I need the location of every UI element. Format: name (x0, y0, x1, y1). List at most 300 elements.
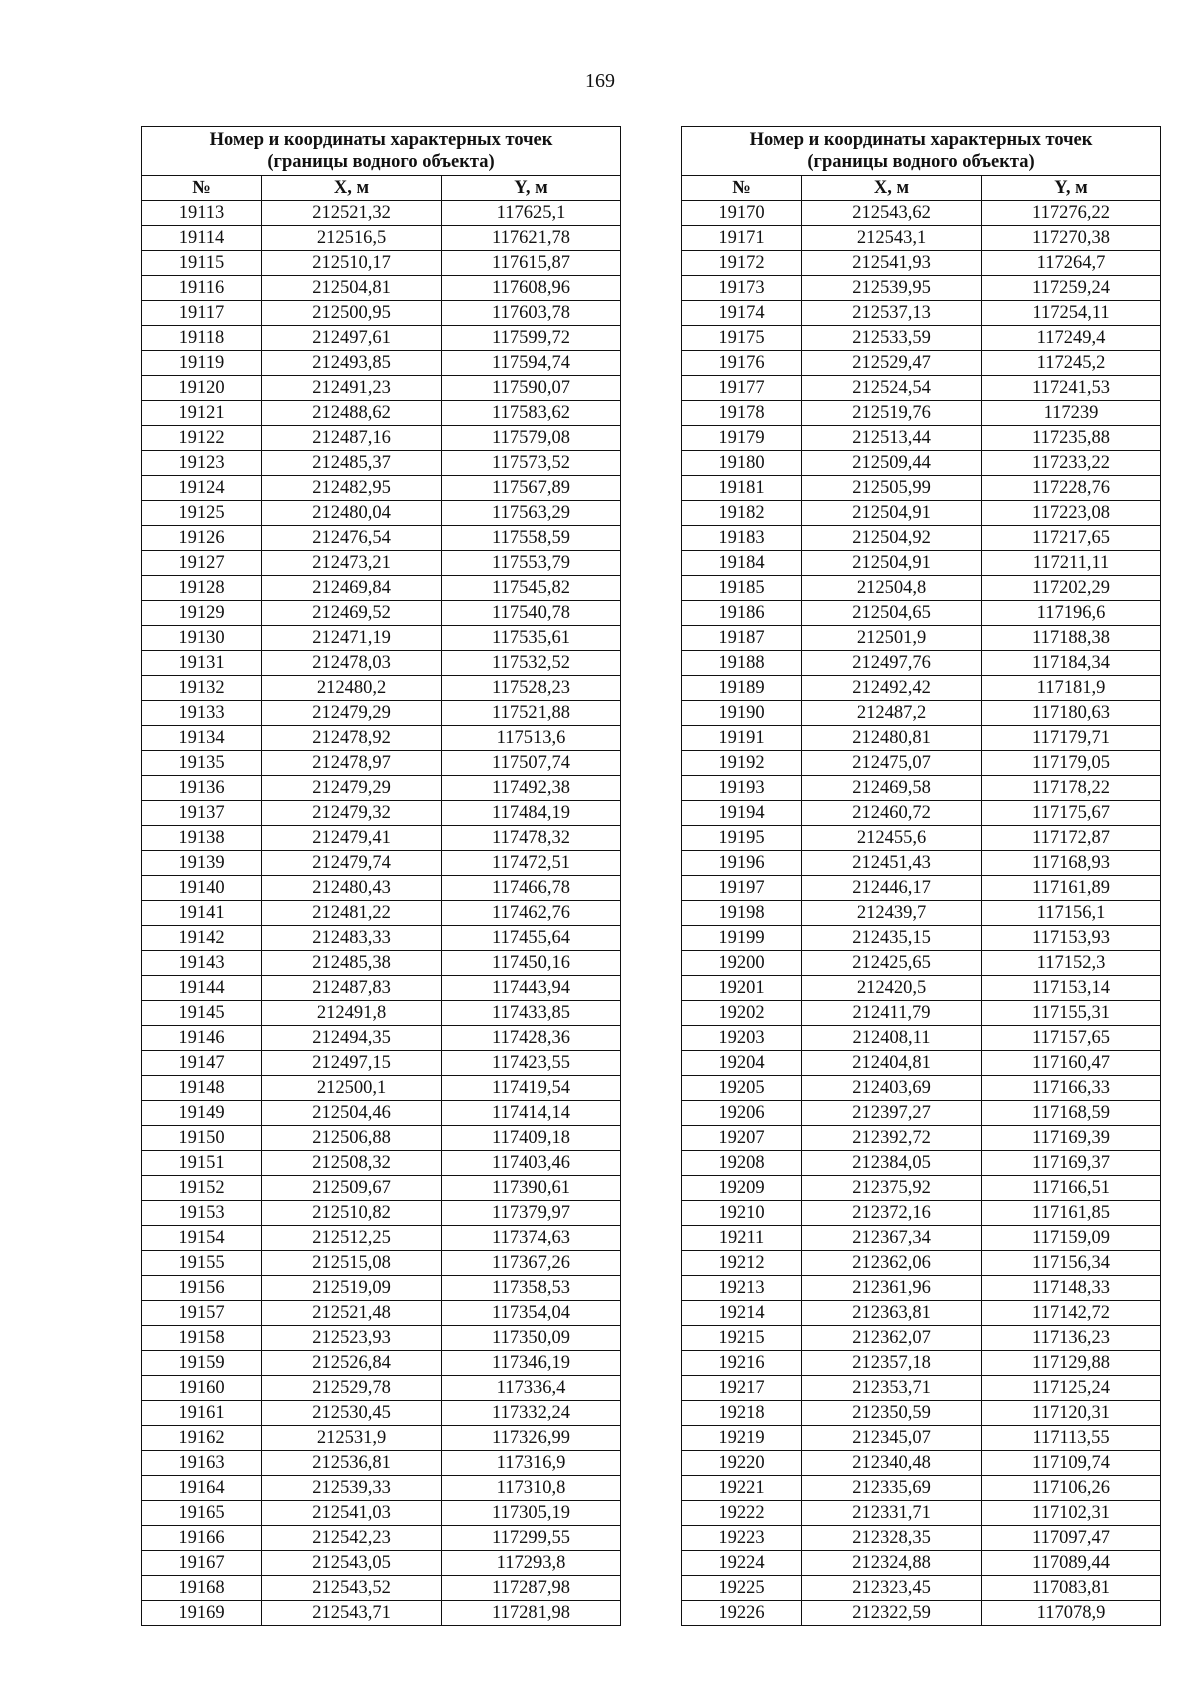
table-row (142, 401, 621, 426)
x-coordinate-cell: 212505,99 (802, 476, 982, 501)
table-row (682, 1526, 1161, 1551)
point-number-cell: 19168 (142, 1576, 262, 1601)
y-coordinate-cell: 117492,38 (442, 776, 621, 801)
x-coordinate-cell: 212446,17 (802, 876, 982, 901)
table-row (682, 1451, 1161, 1476)
point-number-cell: 19205 (682, 1076, 802, 1101)
point-number-cell: 19219 (682, 1426, 802, 1451)
point-number-cell: 19220 (682, 1451, 802, 1476)
point-number-cell: 19161 (142, 1401, 262, 1426)
y-coordinate-cell: 117293,8 (442, 1551, 621, 1576)
x-coordinate-cell: 212515,08 (262, 1251, 442, 1276)
table-row (142, 226, 621, 251)
table-row (142, 476, 621, 501)
x-coordinate-cell: 212504,92 (802, 526, 982, 551)
x-coordinate-cell: 212539,95 (802, 276, 982, 301)
point-number-cell: 19193 (682, 776, 802, 801)
y-coordinate-cell: 117169,37 (982, 1151, 1161, 1176)
y-coordinate-cell: 117466,78 (442, 876, 621, 901)
point-number-cell: 19117 (142, 301, 262, 326)
point-number-cell: 19137 (142, 801, 262, 826)
table-subtitle-text: (границы водного объекта) (267, 152, 495, 172)
x-coordinate-cell: 212404,81 (802, 1051, 982, 1076)
point-number-cell: 19191 (682, 726, 802, 751)
x-coordinate-cell: 212473,21 (262, 551, 442, 576)
y-coordinate-cell: 117148,33 (982, 1276, 1161, 1301)
table-row (142, 251, 621, 276)
y-coordinate-cell: 117521,88 (442, 701, 621, 726)
table-row (682, 376, 1161, 401)
y-coordinate-cell: 117270,38 (982, 226, 1161, 251)
point-number-cell: 19155 (142, 1251, 262, 1276)
table-row (142, 926, 621, 951)
y-coordinate-cell: 117249,4 (982, 326, 1161, 351)
x-coordinate-cell: 212488,62 (262, 401, 442, 426)
x-coordinate-cell: 212509,67 (262, 1176, 442, 1201)
x-coordinate-cell: 212491,8 (262, 1001, 442, 1026)
y-coordinate-cell: 117358,53 (442, 1276, 621, 1301)
x-coordinate-cell: 212485,38 (262, 951, 442, 976)
point-number-cell: 19132 (142, 676, 262, 701)
x-coordinate-cell: 212367,34 (802, 1226, 982, 1251)
x-coordinate-cell: 212372,16 (802, 1201, 982, 1226)
point-number-cell: 19189 (682, 676, 802, 701)
table-row (142, 626, 621, 651)
table-row (682, 1126, 1161, 1151)
point-number-cell: 19138 (142, 826, 262, 851)
table-row (682, 626, 1161, 651)
x-coordinate-cell: 212408,11 (802, 1026, 982, 1051)
y-coordinate-cell: 117166,33 (982, 1076, 1161, 1101)
y-coordinate-cell: 117125,24 (982, 1376, 1161, 1401)
x-coordinate-cell: 212487,83 (262, 976, 442, 1001)
y-coordinate-cell: 117599,72 (442, 326, 621, 351)
y-coordinate-cell: 117136,23 (982, 1326, 1161, 1351)
x-coordinate-cell: 212435,15 (802, 926, 982, 951)
column-header-x: X, м (802, 176, 982, 201)
x-coordinate-cell: 212481,22 (262, 901, 442, 926)
point-number-cell: 19140 (142, 876, 262, 901)
x-coordinate-cell: 212519,76 (802, 401, 982, 426)
x-coordinate-cell: 212491,23 (262, 376, 442, 401)
y-coordinate-cell: 117129,88 (982, 1351, 1161, 1376)
y-coordinate-cell: 117106,26 (982, 1476, 1161, 1501)
y-coordinate-cell: 117276,22 (982, 201, 1161, 226)
table-body-right (682, 201, 1161, 1626)
y-coordinate-cell: 117316,9 (442, 1451, 621, 1476)
y-coordinate-cell: 117097,47 (982, 1526, 1161, 1551)
point-number-cell: 19195 (682, 826, 802, 851)
point-number-cell: 19124 (142, 476, 262, 501)
y-coordinate-cell: 117179,71 (982, 726, 1161, 751)
point-number-cell: 19206 (682, 1101, 802, 1126)
y-coordinate-cell: 117409,18 (442, 1126, 621, 1151)
table-row (142, 1601, 621, 1626)
x-coordinate-cell: 212500,95 (262, 301, 442, 326)
y-coordinate-cell: 117188,38 (982, 626, 1161, 651)
point-number-cell: 19131 (142, 651, 262, 676)
table-row (142, 1376, 621, 1401)
y-coordinate-cell: 117109,74 (982, 1451, 1161, 1476)
x-coordinate-cell: 212403,69 (802, 1076, 982, 1101)
table-row (142, 1251, 621, 1276)
point-number-cell: 19210 (682, 1201, 802, 1226)
table-row (682, 876, 1161, 901)
x-coordinate-cell: 212469,84 (262, 576, 442, 601)
table-row (682, 1376, 1161, 1401)
table-row (682, 1501, 1161, 1526)
table-row (142, 501, 621, 526)
y-coordinate-cell: 117178,22 (982, 776, 1161, 801)
y-coordinate-cell: 117625,1 (442, 201, 621, 226)
table-row (142, 801, 621, 826)
x-coordinate-cell: 212543,62 (802, 201, 982, 226)
point-number-cell: 19187 (682, 626, 802, 651)
x-coordinate-cell: 212492,42 (802, 676, 982, 701)
x-coordinate-cell: 212328,35 (802, 1526, 982, 1551)
y-coordinate-cell: 117181,9 (982, 676, 1161, 701)
point-number-cell: 19125 (142, 501, 262, 526)
y-coordinate-cell: 117102,31 (982, 1501, 1161, 1526)
table-row (142, 551, 621, 576)
y-coordinate-cell: 117354,04 (442, 1301, 621, 1326)
point-number-cell: 19211 (682, 1226, 802, 1251)
x-coordinate-cell: 212497,76 (802, 651, 982, 676)
x-coordinate-cell: 212335,69 (802, 1476, 982, 1501)
point-number-cell: 19201 (682, 976, 802, 1001)
point-number-cell: 19130 (142, 626, 262, 651)
column-header-number: № (142, 176, 262, 201)
table-row (142, 1401, 621, 1426)
point-number-cell: 19223 (682, 1526, 802, 1551)
y-coordinate-cell: 117179,05 (982, 751, 1161, 776)
x-coordinate-cell: 212529,78 (262, 1376, 442, 1401)
x-coordinate-cell: 212516,5 (262, 226, 442, 251)
table-row (682, 351, 1161, 376)
y-coordinate-cell: 117196,6 (982, 601, 1161, 626)
x-coordinate-cell: 212506,88 (262, 1126, 442, 1151)
y-coordinate-cell: 117168,93 (982, 851, 1161, 876)
x-coordinate-cell: 212500,1 (262, 1076, 442, 1101)
point-number-cell: 19119 (142, 351, 262, 376)
y-coordinate-cell: 117428,36 (442, 1026, 621, 1051)
y-coordinate-cell: 117157,65 (982, 1026, 1161, 1051)
table-row (682, 1426, 1161, 1451)
column-header-x: X, м (262, 176, 442, 201)
table-row (682, 701, 1161, 726)
table-row (682, 1251, 1161, 1276)
x-coordinate-cell: 212345,07 (802, 1426, 982, 1451)
table-row (142, 676, 621, 701)
point-number-cell: 19122 (142, 426, 262, 451)
point-number-cell: 19221 (682, 1476, 802, 1501)
table-row (682, 326, 1161, 351)
table-row (682, 476, 1161, 501)
y-coordinate-cell: 117202,29 (982, 576, 1161, 601)
x-coordinate-cell: 212529,47 (802, 351, 982, 376)
y-coordinate-cell: 117169,39 (982, 1126, 1161, 1151)
point-number-cell: 19143 (142, 951, 262, 976)
x-coordinate-cell: 212543,71 (262, 1601, 442, 1626)
y-coordinate-cell: 117545,82 (442, 576, 621, 601)
point-number-cell: 19159 (142, 1351, 262, 1376)
point-number-cell: 19176 (682, 351, 802, 376)
table-row (142, 351, 621, 376)
table-row (142, 1226, 621, 1251)
point-number-cell: 19192 (682, 751, 802, 776)
x-coordinate-cell: 212322,59 (802, 1601, 982, 1626)
x-coordinate-cell: 212469,52 (262, 601, 442, 626)
point-number-cell: 19145 (142, 1001, 262, 1026)
point-number-cell: 19222 (682, 1501, 802, 1526)
point-number-cell: 19156 (142, 1276, 262, 1301)
x-coordinate-cell: 212494,35 (262, 1026, 442, 1051)
point-number-cell: 19150 (142, 1126, 262, 1151)
table-row (142, 1276, 621, 1301)
x-coordinate-cell: 212526,84 (262, 1351, 442, 1376)
table-row (142, 1176, 621, 1201)
x-coordinate-cell: 212471,19 (262, 626, 442, 651)
table-row (682, 526, 1161, 551)
table-row (142, 601, 621, 626)
point-number-cell: 19174 (682, 301, 802, 326)
point-number-cell: 19157 (142, 1301, 262, 1326)
y-coordinate-cell: 117326,99 (442, 1426, 621, 1451)
x-coordinate-cell: 212537,13 (802, 301, 982, 326)
x-coordinate-cell: 212425,65 (802, 951, 982, 976)
point-number-cell: 19167 (142, 1551, 262, 1576)
table-row (142, 1001, 621, 1026)
x-coordinate-cell: 212504,91 (802, 551, 982, 576)
y-coordinate-cell: 117567,89 (442, 476, 621, 501)
table-row (142, 1501, 621, 1526)
y-coordinate-cell: 117310,8 (442, 1476, 621, 1501)
point-number-cell: 19199 (682, 926, 802, 951)
y-coordinate-cell: 117423,55 (442, 1051, 621, 1076)
table-row (142, 1051, 621, 1076)
table-row (682, 1076, 1161, 1101)
table-row (682, 1401, 1161, 1426)
x-coordinate-cell: 212493,85 (262, 351, 442, 376)
point-number-cell: 19162 (142, 1426, 262, 1451)
x-coordinate-cell: 212487,2 (802, 701, 982, 726)
table-row (682, 251, 1161, 276)
table-title-text: Номер и координаты характерных точек (209, 130, 553, 150)
y-coordinate-cell: 117155,31 (982, 1001, 1161, 1026)
y-coordinate-cell: 117152,3 (982, 951, 1161, 976)
column-header-y: Y, м (982, 176, 1161, 201)
y-coordinate-cell: 117379,97 (442, 1201, 621, 1226)
table-row (682, 801, 1161, 826)
x-coordinate-cell: 212521,32 (262, 201, 442, 226)
table-row (682, 676, 1161, 701)
table-row (682, 501, 1161, 526)
table-row (682, 1201, 1161, 1226)
x-coordinate-cell: 212478,97 (262, 751, 442, 776)
table-row (682, 1151, 1161, 1176)
point-number-cell: 19225 (682, 1576, 802, 1601)
x-coordinate-cell: 212542,23 (262, 1526, 442, 1551)
x-coordinate-cell: 212510,82 (262, 1201, 442, 1226)
x-coordinate-cell: 212480,04 (262, 501, 442, 526)
x-coordinate-cell: 212362,06 (802, 1251, 982, 1276)
y-coordinate-cell: 117455,64 (442, 926, 621, 951)
table-row (142, 1126, 621, 1151)
point-number-cell: 19186 (682, 601, 802, 626)
table-row (142, 826, 621, 851)
point-number-cell: 19182 (682, 501, 802, 526)
x-coordinate-cell: 212501,9 (802, 626, 982, 651)
point-number-cell: 19172 (682, 251, 802, 276)
point-number-cell: 19204 (682, 1051, 802, 1076)
table-row (682, 1176, 1161, 1201)
x-coordinate-cell: 212510,17 (262, 251, 442, 276)
y-coordinate-cell: 117180,63 (982, 701, 1161, 726)
table-row (142, 326, 621, 351)
point-number-cell: 19152 (142, 1176, 262, 1201)
table-row (142, 751, 621, 776)
y-coordinate-cell: 117235,88 (982, 426, 1161, 451)
table-row (682, 426, 1161, 451)
table-row (682, 1026, 1161, 1051)
x-coordinate-cell: 212479,74 (262, 851, 442, 876)
table-row (682, 976, 1161, 1001)
x-coordinate-cell: 212362,07 (802, 1326, 982, 1351)
y-coordinate-cell: 117113,55 (982, 1426, 1161, 1451)
point-number-cell: 19207 (682, 1126, 802, 1151)
coordinates-table-right (681, 126, 1161, 1626)
point-number-cell: 19160 (142, 1376, 262, 1401)
y-coordinate-cell: 117166,51 (982, 1176, 1161, 1201)
table-row (142, 951, 621, 976)
y-coordinate-cell: 117346,19 (442, 1351, 621, 1376)
point-number-cell: 19184 (682, 551, 802, 576)
table-row (142, 851, 621, 876)
y-coordinate-cell: 117160,47 (982, 1051, 1161, 1076)
point-number-cell: 19147 (142, 1051, 262, 1076)
table-title (142, 127, 621, 176)
y-coordinate-cell: 117254,11 (982, 301, 1161, 326)
y-coordinate-cell: 117172,87 (982, 826, 1161, 851)
y-coordinate-cell: 117615,87 (442, 251, 621, 276)
x-coordinate-cell: 212497,15 (262, 1051, 442, 1076)
x-coordinate-cell: 212480,81 (802, 726, 982, 751)
point-number-cell: 19123 (142, 451, 262, 476)
y-coordinate-cell: 117433,85 (442, 1001, 621, 1026)
x-coordinate-cell: 212541,03 (262, 1501, 442, 1526)
table-row (682, 1276, 1161, 1301)
y-coordinate-cell: 117579,08 (442, 426, 621, 451)
x-coordinate-cell: 212543,1 (802, 226, 982, 251)
y-coordinate-cell: 117590,07 (442, 376, 621, 401)
x-coordinate-cell: 212478,92 (262, 726, 442, 751)
point-number-cell: 19139 (142, 851, 262, 876)
point-number-cell: 19217 (682, 1376, 802, 1401)
x-coordinate-cell: 212480,43 (262, 876, 442, 901)
x-coordinate-cell: 212479,41 (262, 826, 442, 851)
x-coordinate-cell: 212536,81 (262, 1451, 442, 1476)
y-coordinate-cell: 117540,78 (442, 601, 621, 626)
x-coordinate-cell: 212324,88 (802, 1551, 982, 1576)
table-title (682, 127, 1161, 176)
point-number-cell: 19214 (682, 1301, 802, 1326)
table-row (682, 901, 1161, 926)
y-coordinate-cell: 117484,19 (442, 801, 621, 826)
point-number-cell: 19163 (142, 1451, 262, 1476)
x-coordinate-cell: 212357,18 (802, 1351, 982, 1376)
point-number-cell: 19151 (142, 1151, 262, 1176)
table-row (682, 826, 1161, 851)
table-row (682, 926, 1161, 951)
y-coordinate-cell: 117287,98 (442, 1576, 621, 1601)
x-coordinate-cell: 212478,03 (262, 651, 442, 676)
x-coordinate-cell: 212479,29 (262, 776, 442, 801)
x-coordinate-cell: 212323,45 (802, 1576, 982, 1601)
x-coordinate-cell: 212475,07 (802, 751, 982, 776)
x-coordinate-cell: 212504,46 (262, 1101, 442, 1126)
table-row (682, 1101, 1161, 1126)
table-row (682, 1551, 1161, 1576)
point-number-cell: 19128 (142, 576, 262, 601)
table-row (142, 301, 621, 326)
y-coordinate-cell: 117078,9 (982, 1601, 1161, 1626)
table-row (142, 976, 621, 1001)
y-coordinate-cell: 117332,24 (442, 1401, 621, 1426)
point-number-cell: 19113 (142, 201, 262, 226)
point-number-cell: 19127 (142, 551, 262, 576)
y-coordinate-cell: 117450,16 (442, 951, 621, 976)
point-number-cell: 19148 (142, 1076, 262, 1101)
table-row (682, 576, 1161, 601)
y-coordinate-cell: 117583,62 (442, 401, 621, 426)
y-coordinate-cell: 117594,74 (442, 351, 621, 376)
table-row (142, 1151, 621, 1176)
point-number-cell: 19165 (142, 1501, 262, 1526)
point-number-cell: 19216 (682, 1351, 802, 1376)
x-coordinate-cell: 212539,33 (262, 1476, 442, 1501)
x-coordinate-cell: 212353,71 (802, 1376, 982, 1401)
table-row (682, 651, 1161, 676)
y-coordinate-cell: 117156,34 (982, 1251, 1161, 1276)
table-row (142, 426, 621, 451)
y-coordinate-cell: 117228,76 (982, 476, 1161, 501)
point-number-cell: 19121 (142, 401, 262, 426)
x-coordinate-cell: 212521,48 (262, 1301, 442, 1326)
table-row (142, 451, 621, 476)
y-coordinate-cell: 117161,89 (982, 876, 1161, 901)
x-coordinate-cell: 212361,96 (802, 1276, 982, 1301)
table-row (142, 1576, 621, 1601)
point-number-cell: 19169 (142, 1601, 262, 1626)
y-coordinate-cell: 117558,59 (442, 526, 621, 551)
y-coordinate-cell: 117374,63 (442, 1226, 621, 1251)
point-number-cell: 19200 (682, 951, 802, 976)
point-number-cell: 19202 (682, 1001, 802, 1026)
x-coordinate-cell: 212523,93 (262, 1326, 442, 1351)
x-coordinate-cell: 212530,45 (262, 1401, 442, 1426)
table-row (682, 851, 1161, 876)
x-coordinate-cell: 212487,16 (262, 426, 442, 451)
table-row (142, 1426, 621, 1451)
table-row (142, 876, 621, 901)
y-coordinate-cell: 117478,32 (442, 826, 621, 851)
point-number-cell: 19215 (682, 1326, 802, 1351)
table-row (682, 1301, 1161, 1326)
y-coordinate-cell: 117120,31 (982, 1401, 1161, 1426)
y-coordinate-cell: 117472,51 (442, 851, 621, 876)
y-coordinate-cell: 117239 (982, 401, 1161, 426)
table-row (142, 576, 621, 601)
